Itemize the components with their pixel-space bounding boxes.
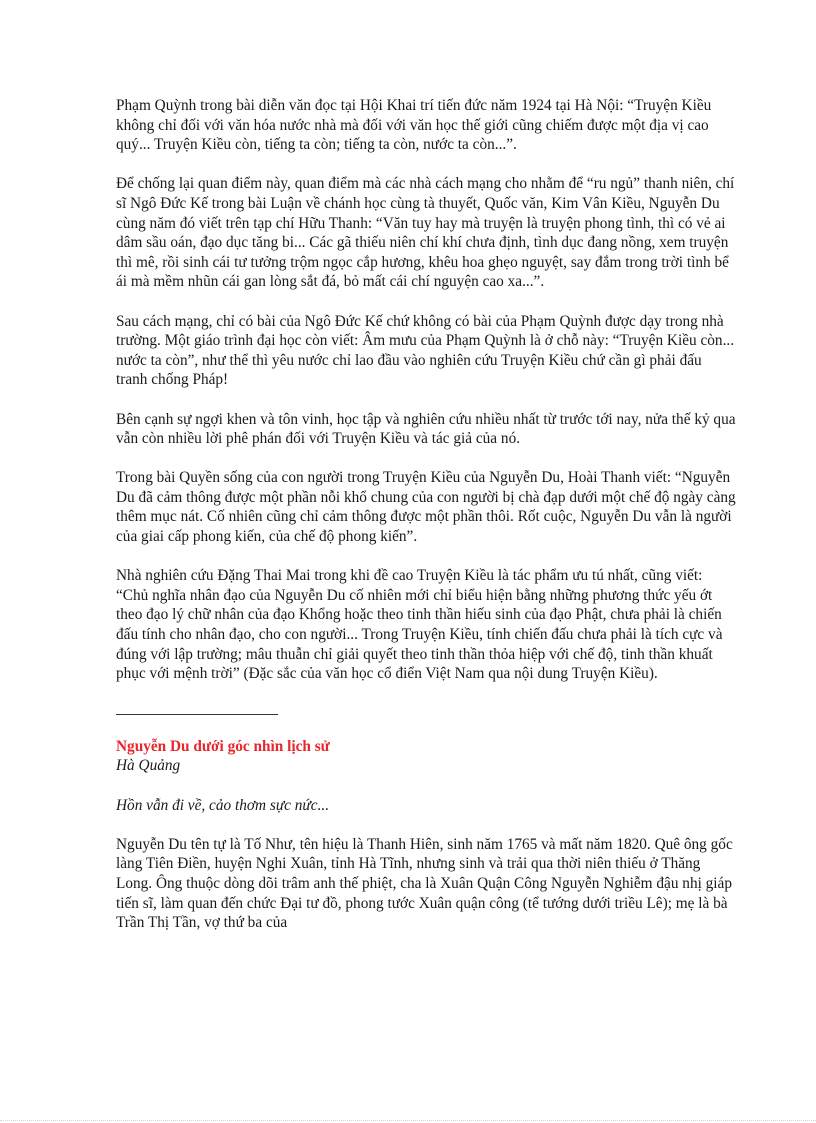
paragraph-after-revolution: Sau cách mạng, chỉ có bài của Ngô Đức Kế chứ không có bài của Phạm Quỳnh được dạy trong nhà trường. Một giáo trình đại học còn viết: Âm mưu của Phạm Quỳnh là ở chỗ này: “Truyện Kiều còn... nước ta còn”, như thể thì yêu nước chỉ lao đầu vào nghiên cứu Truyện Kiều chứ cần gì phải đấu tranh chống Pháp! xyxy=(116,312,735,389)
article-title: Nguyễn Du dưới góc nhìn lịch sử xyxy=(116,737,330,755)
paragraph-dang-thai-mai: Nhà nghiên cứu Đặng Thai Mai trong khi đề cao Truyện Kiều là tác phẩm ưu tú nhất, cũng viết: “Chủ nghĩa nhân đạo của Nguyễn Du cố nhiên mới chỉ biểu hiện bằng những phương thức yếu ớt theo đạo lý chữ nhân của đạo Khổng hoặc theo tinh thần hiếu sinh của đạo Phật, chưa phải là chiến đấu tính cho nhân đạo, cho con người... Trong Truyện Kiều, tính chiến đấu chưa phải là tích cực và đúng với lập trường; mâu thuẫn chỉ giải quyết theo tinh thần thỏa hiệp với chế độ, tinh thần khuất phục với mệnh trời” (Đặc sắc của văn học cổ điển Việt Nam qua nội dung Truyện Kiều). xyxy=(116,567,723,683)
article-body-paragraph: Nguyễn Du tên tự là Tố Như, tên hiệu là Thanh Hiên, sinh năm 1765 và mất năm 1820. Quê ông gốc làng Tiên Điền, huyện Nghi Xuân, tỉnh Hà Tĩnh, nhưng sinh và trải qua thời niên thiếu ở Thăng Long. Ông thuộc dòng dõi trâm anh thế phiệt, cha là Xuân Quận Công Nguyễn Nghiễm đậu nhị giáp tiến sĩ, làm quan đến chức Đại tư đồ, phong tước Xuân quận công (tể tướng dưới triều Lê); mẹ là bà Trần Thị Tần, vợ thứ ba của xyxy=(116,835,733,932)
paragraph-pham-quynh: Phạm Quỳnh trong bài diễn văn đọc tại Hội Khai trí tiến đức năm 1924 tại Hà Nội: “Truyện Kiều không chỉ đối với văn hóa nước nhà mà đối với văn học thế giới cũng chiếm được một địa vị cao quý... Truyện Kiều còn, tiếng ta còn; tiếng ta còn, nước ta còn...”. xyxy=(116,97,712,154)
paragraph-hoai-thanh: Trong bài Quyền sống của con người trong Truyện Kiều của Nguyễn Du, Hoài Thanh viết: “Nguyễn Du đã cảm thông được một phần nỗi khổ chung của con người bị chà đạp dưới một chế độ ngày càng thêm mục nát. Cố nhiên cũng chỉ cảm thông được một phần thôi. Rốt cuộc, Nguyễn Du vẫn là người của giai cấp phong kiến, của chế độ phong kiến”. xyxy=(116,469,736,546)
paragraph-praise-and-criticism: Bên cạnh sự ngợi khen và tôn vinh, học tập và nghiên cứu nhiều nhất từ trước tới nay, nửa thế kỷ qua vẫn còn nhiều lời phê phán đối với Truyện Kiều và tác giả của nó. xyxy=(116,410,736,448)
section-divider xyxy=(116,714,278,715)
page-edge-dots xyxy=(0,1120,816,1121)
paragraph-ngo-duc-ke: Để chống lại quan điểm này, quan điểm mà các nhà cách mạng cho nhằm để “ru ngủ” thanh niên, chí sĩ Ngô Đức Kế trong bài Luận về chánh học cùng tà thuyết, Quốc văn, Kim Vân Kiều, Nguyễn Du cùng năm đó viết trên tạp chí Hữu Thanh: “Văn tuy hay mà truyện là truyện phong tình, thì có vẻ ai dâm sầu oán, đạo dục tăng bi... Các gã thiếu niên chí khí chưa định, tình dục đang nồng, xem truyện thì mê, rồi sinh cái tư tưởng trộm ngọc cắp hương, khêu hoa ghẹo nguyệt, say đắm trong trời tình bể ái mà mềm nhũn cái gan lòng sắt đá, bỏ mất cái chí nguyện cao xa...”. xyxy=(116,175,735,291)
article-author: Hà Quảng xyxy=(116,757,181,775)
article-epigraph: Hồn vẫn đi về, cảo thơm sực nức... xyxy=(116,796,330,814)
document-body xyxy=(116,96,736,952)
